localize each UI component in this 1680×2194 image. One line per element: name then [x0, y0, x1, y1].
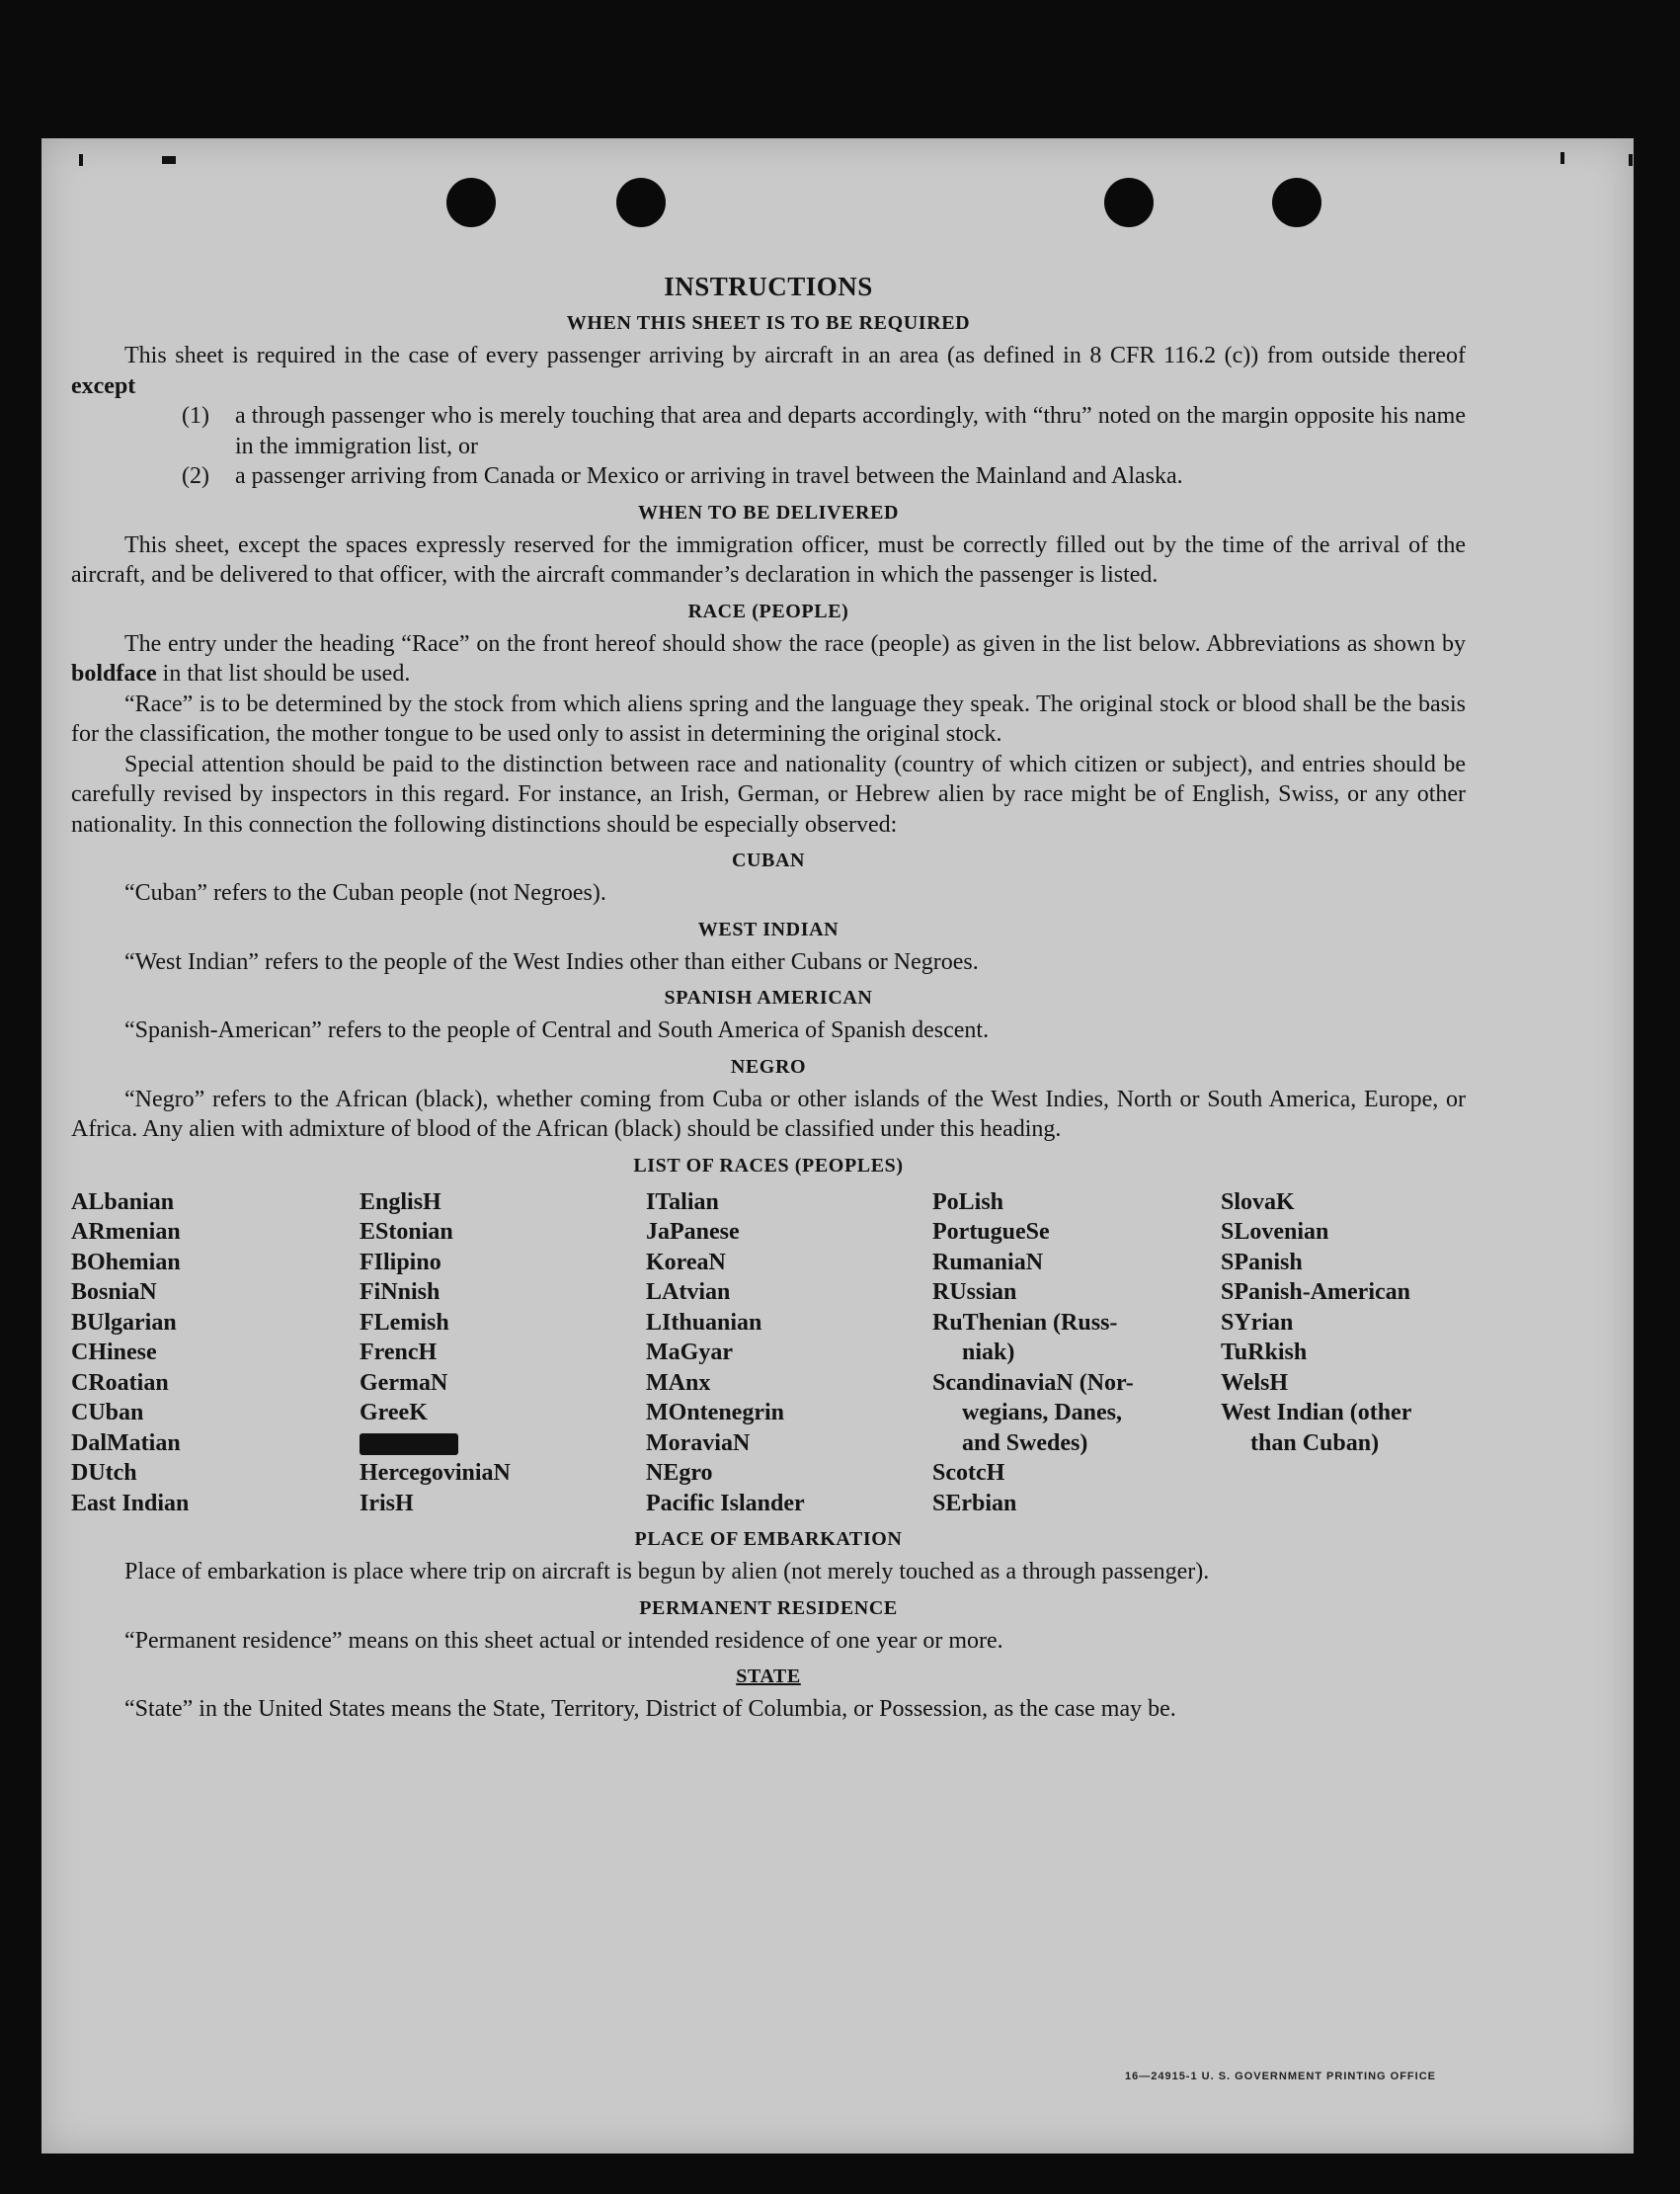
race-entry: ARmenian [71, 1219, 181, 1245]
race-entry: LIthuanian [646, 1309, 762, 1336]
race-entry: MOntenegrin [646, 1400, 784, 1425]
race-entry: SErbian [932, 1490, 1017, 1516]
race-entry: BOhemian [71, 1249, 181, 1275]
section-heading: WHEN TO BE DELIVERED [637, 501, 900, 524]
race-entry: NEgro [646, 1460, 713, 1486]
section-heading: RACE (PEOPLE) [687, 600, 849, 622]
race-entry: HercegoviniaN [360, 1460, 511, 1486]
paragraph: “Cuban” refers to the Cuban people (not Negroes). [124, 880, 606, 906]
document-sheet [41, 138, 1634, 2153]
paragraph: Place of embarkation is place where trip on aircraft is begun by alien (not merely touched as a through passenger). [124, 1559, 1210, 1585]
race-entry: and Swedes) [962, 1429, 1088, 1456]
punch-hole [1272, 178, 1321, 227]
race-entry: EnglisH [360, 1188, 441, 1215]
race-entry: TuRkish [1221, 1340, 1308, 1365]
punch-hole [1104, 178, 1154, 227]
paragraph: This sheet, except the spaces expressly reserved for the immigration officer, must be correctly filled out by the time of the arrival of the aircraft, and be delivered to that officer, with the aircraft commander’s declaration in which the passenger is listed. [71, 531, 1466, 588]
scan-mark [1560, 152, 1564, 164]
punch-hole [446, 178, 496, 227]
race-entry: RumaniaN [932, 1249, 1044, 1275]
race-entry: SLovenian [1221, 1219, 1329, 1245]
race-column [646, 1187, 932, 1519]
paragraph: “State” in the United States means the State, Territory, District of Columbia, or Possession, as the case may be. [124, 1696, 1176, 1722]
race-entry: SPanish-American [1221, 1279, 1410, 1305]
race-entry: Pacific Islander [646, 1490, 805, 1516]
race-entry: GermaN [360, 1369, 448, 1396]
race-entry: FLemish [360, 1309, 449, 1336]
race-entry: ScotcH [932, 1460, 1005, 1486]
race-entry: East Indian [71, 1490, 190, 1516]
section-heading: CUBAN [731, 850, 806, 871]
race-entry: ITalian [646, 1188, 719, 1215]
race-entry: CRoatian [71, 1369, 169, 1396]
race-entry: PoLish [932, 1188, 1004, 1215]
section-heading: PLACE OF EMBARKATION [634, 1528, 903, 1550]
section-heading: SPANISH AMERICAN [664, 987, 873, 1009]
section-heading: WHEN THIS SHEET IS TO BE REQUIRED [566, 312, 971, 334]
race-entry: MoraviaN [646, 1429, 751, 1456]
punch-hole [616, 178, 666, 227]
race-entry: EStonian [360, 1219, 453, 1245]
race-entry: West Indian (other [1221, 1400, 1412, 1425]
race-entry: niak) [962, 1340, 1015, 1365]
paragraph: “Negro” refers to the African (black), whether coming from Cuba or other islands of the West Indies, North or South America, Europe, or Africa. Any alien with admixture of blood of the African (black) should be classified under this heading. [71, 1086, 1466, 1142]
section-heading: WEST INDIAN [697, 918, 840, 940]
race-entry: DalMatian [71, 1429, 181, 1456]
race-entry: BUlgarian [71, 1309, 177, 1336]
race-entry: CUban [71, 1400, 144, 1425]
race-column [71, 1187, 360, 1519]
race-column [360, 1187, 646, 1519]
list-item: (1) a through passenger who is merely touching that area and departs accordingly, with “thru” noted on the margin opposite his name in the immigration list, or [182, 403, 1466, 459]
paragraph: “Spanish-American” refers to the people of Central and South America of Spanish descent. [124, 1017, 990, 1043]
list-item: (2) a passenger arriving from Canada or Mexico or arriving in travel between the Mainland and Alaska. [182, 463, 1183, 489]
section-heading: NEGRO [730, 1055, 807, 1078]
page-title: INSTRUCTIONS [664, 272, 873, 301]
scan-mark [79, 154, 83, 166]
race-entry: MAnx [646, 1369, 711, 1396]
race-list [71, 1187, 1466, 1519]
race-entry: DUtch [71, 1460, 137, 1486]
print-footer: 16—24915-1 U. S. GOVERNMENT PRINTING OFFICE [1124, 2071, 1436, 2082]
race-entry: SYrian [1221, 1309, 1294, 1336]
paragraph: “Permanent residence” means on this sheet actual or intended residence of one year or more. [124, 1627, 1003, 1654]
paragraph: Special attention should be paid to the distinction between race and nationality (country of which citizen or subject), and entries should be carefully revised by inspectors in this regard. For instance, an Irish, German, or Hebrew alien by race might be of English, Swiss, or any other nationality. In this connection the following distinctions should be especially observed: [71, 751, 1466, 838]
race-entry: WelsH [1221, 1369, 1289, 1396]
race-entry: RuThenian (Russ- [932, 1309, 1118, 1336]
redaction-mark [360, 1433, 458, 1455]
paragraph: The entry under the heading “Race” on the front hereof should show the race (people) as given in the list below. Abbreviations as shown by boldface in that list should be used. [71, 630, 1466, 687]
race-entry: IrisH [360, 1490, 414, 1516]
instructions-body [71, 272, 1466, 1725]
race-entry: SlovaK [1221, 1188, 1295, 1215]
section-heading: LIST OF RACES (PEOPLES) [633, 1154, 904, 1177]
race-entry: LAtvian [646, 1279, 731, 1305]
race-entry: MaGyar [646, 1340, 733, 1365]
paragraph: “Race” is to be determined by the stock from which aliens spring and the language they speak. The original stock or blood shall be the basis for the classification, the mother tongue to be used only to assist in determining the original stock. [71, 691, 1466, 747]
race-entry: RUssian [932, 1279, 1017, 1305]
scan-mark [1629, 154, 1633, 166]
race-entry: PortugueSe [932, 1219, 1050, 1245]
section-heading: PERMANENT RESIDENCE [639, 1596, 898, 1619]
race-entry: CHinese [71, 1340, 157, 1365]
race-entry [360, 1428, 646, 1459]
paragraph: “West Indian” refers to the people of the West Indies other than either Cubans or Negroes. [124, 948, 979, 975]
race-entry: GreeK [360, 1400, 428, 1425]
race-entry: BosniaN [71, 1279, 157, 1305]
section-heading: STATE [736, 1666, 801, 1687]
race-column [932, 1187, 1221, 1519]
race-entry: SPanish [1221, 1249, 1303, 1275]
paragraph: This sheet is required in the case of every passenger arriving by aircraft in an area (as defined in 8 CFR 116.2 (c)) from outside thereof except [71, 343, 1466, 399]
race-entry: ScandinaviaN (Nor- [932, 1369, 1134, 1396]
race-entry: than Cuban) [1250, 1429, 1380, 1456]
race-entry: KoreaN [646, 1249, 726, 1275]
race-entry: JaPanese [646, 1219, 740, 1245]
race-entry: FiNnish [360, 1279, 440, 1305]
race-entry: FrencH [360, 1340, 438, 1365]
race-column [1221, 1187, 1468, 1519]
race-entry: wegians, Danes, [962, 1400, 1123, 1425]
race-entry: ALbanian [71, 1188, 175, 1215]
race-entry: FIlipino [360, 1249, 441, 1275]
scan-mark [162, 156, 176, 164]
